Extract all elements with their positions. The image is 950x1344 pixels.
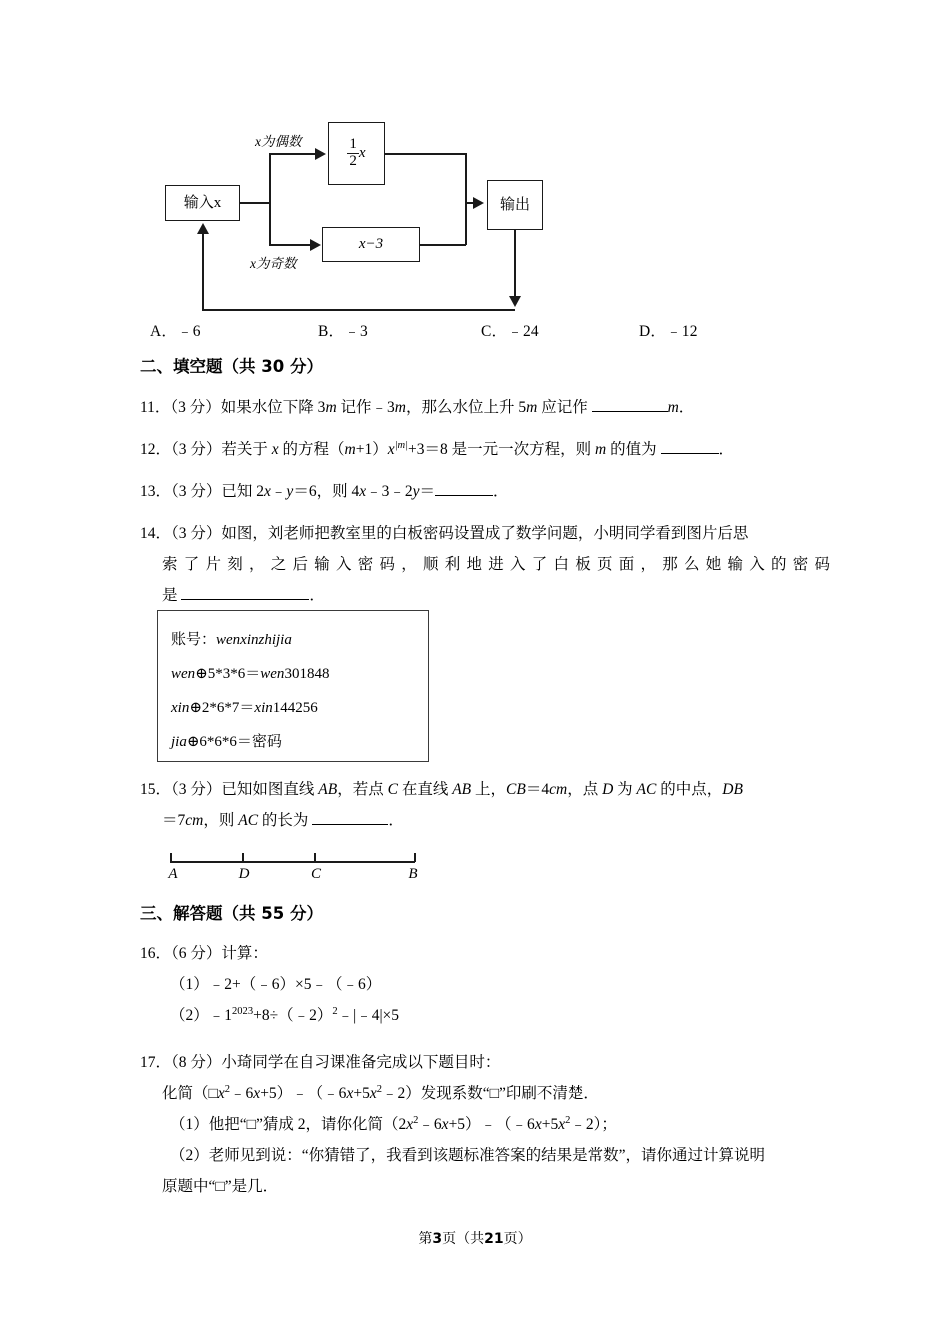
q17-l1-f: x xyxy=(346,1085,354,1102)
question-15-line-2 xyxy=(140,805,830,836)
q15-l1-j: cm xyxy=(549,781,568,798)
q11-f: m xyxy=(526,399,538,416)
q11-i: ． xyxy=(678,399,695,416)
footer-page-number: 3 xyxy=(432,1231,443,1247)
q15-l1-e: 在直线 xyxy=(397,781,453,798)
q15-l1-d: C xyxy=(387,781,398,798)
q17-l1-g: +5 xyxy=(353,1085,370,1102)
q13-b: x xyxy=(264,483,271,500)
minus-three-label: x−3 xyxy=(358,236,384,252)
question-17-item-2: （2）老师见到说：“你猜错了，我看到该题标准答案的结果是常数”，请你通过计算说明 xyxy=(170,1147,766,1164)
q17-l1-i: ﹣2）发现系数“□”印刷不清楚． xyxy=(381,1085,599,1102)
q15-l1-h: CB xyxy=(506,781,526,798)
q11-a: 11．（3 分）如果水位下降 3 xyxy=(140,399,326,416)
q17-l2-c: ﹣6 xyxy=(418,1116,442,1133)
q15-l1-o: 的中点， xyxy=(656,781,723,798)
odd-label-text: x为奇数 xyxy=(250,256,297,271)
section-3-heading: 三、解答题（共 55 分） xyxy=(140,904,323,923)
rule1-result-digits: 301848 xyxy=(284,666,330,682)
odd-branch-line xyxy=(269,244,311,246)
even-branch-arrow-icon xyxy=(315,148,326,160)
q16-exponent-1: 2023 xyxy=(232,1005,254,1017)
merge-column-line xyxy=(465,153,467,245)
footer-middle: 页（共 xyxy=(442,1231,485,1247)
q13-g: ﹣3﹣2 xyxy=(366,483,413,500)
q17-l2-h: x xyxy=(558,1116,566,1133)
split-column-line xyxy=(269,154,271,245)
footer-suffix: 页） xyxy=(503,1231,532,1247)
half-x-fraction xyxy=(347,137,359,170)
fraction-denominator: 2 xyxy=(349,153,357,169)
q17-l2-sup2: 2 xyxy=(565,1114,571,1126)
question-17-problem xyxy=(140,1078,830,1109)
question-12-line xyxy=(140,434,830,465)
odd-branch-label xyxy=(250,252,297,272)
question-11 xyxy=(140,392,830,423)
rule1-result-prefix: wen xyxy=(260,666,285,682)
q17-l1-h: x xyxy=(369,1085,377,1102)
odd-branch-arrow-icon xyxy=(310,239,321,251)
segment-tick-d xyxy=(242,853,244,862)
q16-i2-c: ﹣|﹣4|×5 xyxy=(337,1007,400,1024)
question-17-item-1 xyxy=(140,1109,830,1140)
q15-l1-n: AC xyxy=(636,781,657,798)
section-2-heading: 二、填空题（共 30 分） xyxy=(140,357,323,376)
q13-answer-blank[interactable] xyxy=(435,495,493,496)
password-account-row xyxy=(171,623,428,657)
q11-h: m xyxy=(667,399,679,416)
q12-exponent: |m| xyxy=(394,439,409,451)
option-a[interactable]: A．﹣6 xyxy=(150,323,201,340)
q17-l2-i: ﹣2）； xyxy=(570,1116,617,1133)
rule2-result-digits: 144256 xyxy=(272,700,318,716)
q16-i2-a: （2）﹣1 xyxy=(170,1007,233,1024)
password-rule-row-1 xyxy=(171,657,428,691)
q15-l2-d: AC xyxy=(238,812,259,829)
rule1-prefix: wen xyxy=(171,666,196,682)
q17-l2-e: +5）﹣（﹣6 xyxy=(448,1116,535,1133)
segment-label-d: D xyxy=(238,866,250,882)
rule2-prefix: xin xyxy=(171,700,190,716)
page-footer xyxy=(0,1228,950,1248)
q16-exponent-2: 2 xyxy=(332,1005,338,1017)
q11-e: ，那么水位上升 5 xyxy=(405,399,527,416)
question-14-line-1: 14．（3 分）如图，刘老师把教室里的白板密码设置成了数学问题，小明同学看到图片后思 xyxy=(140,525,749,542)
half-x-merge-line xyxy=(385,153,466,155)
footer-total-pages: 21 xyxy=(484,1231,504,1247)
q15-l1-f: AB xyxy=(452,781,472,798)
q15-l2-b: cm xyxy=(185,812,204,829)
q14-line3-b: ． xyxy=(309,587,325,604)
rule1-mid: 5*3*6＝ xyxy=(207,666,261,682)
question-16-item-1: （1）﹣2+（﹣6）×5﹣（﹣6） xyxy=(170,976,382,993)
rule2-result-prefix: xin xyxy=(254,700,273,716)
q15-l1-k: ，点 xyxy=(567,781,603,798)
trunk-line xyxy=(240,202,270,204)
q17-l1-c: ﹣6 xyxy=(230,1085,254,1102)
q13-f: x xyxy=(359,483,367,500)
q12-f: x xyxy=(387,441,395,458)
q12-b: x xyxy=(271,441,279,458)
segment-tick-c xyxy=(314,853,316,862)
q12-a: 12．（3 分）若关于 xyxy=(140,441,272,458)
q11-b: m xyxy=(325,399,337,416)
q13-d: y xyxy=(286,483,294,500)
segment-label-a: A xyxy=(168,866,178,882)
q15-l1-a: 15．（3 分）已知如图直线 xyxy=(140,781,319,798)
q17-l2-sup: 2 xyxy=(413,1114,419,1126)
q12-e: +1） xyxy=(355,441,388,458)
question-17-stem: 17．（8 分）小琦同学在自习课准备完成以下题目时： xyxy=(140,1054,501,1071)
q13-j: ． xyxy=(493,483,509,500)
q17-l1-sup: 2 xyxy=(224,1083,231,1095)
rule2-mid: 2*6*7＝ xyxy=(201,700,255,716)
account-value: wenxinzhijia xyxy=(216,632,292,648)
fraction-numerator: 1 xyxy=(349,136,357,153)
feedback-down-line xyxy=(514,230,516,298)
flowchart-input-box xyxy=(165,185,240,221)
segment-label-b: B xyxy=(408,866,418,882)
question-17 xyxy=(140,1047,830,1202)
segment-tick-b xyxy=(414,853,416,862)
even-branch-line xyxy=(269,153,317,155)
option-d[interactable]: D．﹣12 xyxy=(639,323,698,340)
q17-l2-d: x xyxy=(441,1116,449,1133)
q12-g: +3＝8 是一元一次方程，则 xyxy=(408,441,596,458)
question-13-line xyxy=(140,476,830,507)
q17-l1-a: 化简（□ xyxy=(162,1085,218,1102)
xor-icon-1: ⊕ xyxy=(195,666,208,682)
output-arrow-icon xyxy=(473,197,484,209)
q11-answer-blank[interactable] xyxy=(592,411,668,412)
q13-e: ＝6，则 4 xyxy=(293,483,360,500)
even-label-text: x为偶数 xyxy=(255,134,302,149)
q15-l1-g: 上， xyxy=(471,781,507,798)
question-14 xyxy=(140,518,830,611)
q15-l2-f: ． xyxy=(388,812,404,829)
q17-l1-b: x xyxy=(217,1085,225,1102)
question-11-line xyxy=(140,392,830,423)
question-12 xyxy=(140,434,830,465)
q14-answer-blank[interactable] xyxy=(181,599,309,600)
q13-c: ﹣ xyxy=(270,483,287,500)
q12-d: m xyxy=(344,441,356,458)
q15-l2-a: ＝7 xyxy=(162,812,186,829)
answer-options-row xyxy=(150,319,830,341)
xor-icon-3: ⊕ xyxy=(186,734,200,750)
q13-h: y xyxy=(412,483,420,500)
q17-l2-a: （1）他把“□”猜成 2，请你化简（2 xyxy=(170,1116,407,1133)
segment-tick-a xyxy=(170,853,172,862)
xor-icon-2: ⊕ xyxy=(189,700,202,716)
segment-diagram xyxy=(170,848,430,890)
question-16-item-2 xyxy=(140,1000,830,1031)
q11-d: m xyxy=(394,399,406,416)
footer-prefix: 第 xyxy=(418,1231,433,1247)
q13-i: ＝ xyxy=(419,483,436,500)
password-rule-row-2 xyxy=(171,691,428,725)
question-16-stem: 16．（6 分）计算： xyxy=(140,945,268,962)
feedback-up-arrow-icon xyxy=(197,223,209,234)
q12-c: 的方程（ xyxy=(278,441,345,458)
question-15-line-1 xyxy=(140,774,830,805)
rule3-mid: 6*6*6＝密码 xyxy=(199,734,282,750)
feedback-bottom-line xyxy=(202,309,515,311)
question-14-line-3 xyxy=(140,580,830,611)
account-label: 账号： xyxy=(171,632,217,648)
question-15 xyxy=(140,774,830,836)
q15-l1-m: 为 xyxy=(613,781,637,798)
q11-g: 应记作 xyxy=(537,399,592,416)
question-17-item-2-cont: 原题中“□”是几． xyxy=(162,1178,279,1195)
flowchart-input-label: 输入x xyxy=(183,194,222,211)
q15-l2-e: 的长为 xyxy=(258,812,313,829)
q13-a: 13．（3 分）已知 2 xyxy=(140,483,265,500)
q12-h: m xyxy=(595,441,607,458)
rule3-prefix: jia xyxy=(171,734,187,750)
q15-l1-c: ，若点 xyxy=(337,781,388,798)
q11-c: 记作﹣3 xyxy=(336,399,395,416)
q15-l2-c: ，则 xyxy=(203,812,239,829)
q12-j: ． xyxy=(718,441,735,458)
even-branch-label xyxy=(255,130,302,150)
q15-answer-blank[interactable] xyxy=(312,824,388,825)
question-13 xyxy=(140,476,830,507)
option-b[interactable]: B．﹣3 xyxy=(318,323,368,340)
flowchart-output-box xyxy=(487,180,543,230)
q15-l1-b: AB xyxy=(318,781,338,798)
flowchart-output-label: 输出 xyxy=(499,196,530,213)
q15-l1-p: DB xyxy=(722,781,743,798)
option-c[interactable]: C．﹣24 xyxy=(481,323,539,340)
q17-l2-b: x xyxy=(406,1116,414,1133)
q14-line3-a: 是 xyxy=(162,587,182,604)
password-puzzle-box xyxy=(157,610,429,762)
q17-l2-f: x xyxy=(534,1116,542,1133)
flowchart-figure xyxy=(150,108,580,323)
flowchart-half-x-box xyxy=(328,122,385,185)
q16-i2-b: +8÷（﹣2） xyxy=(253,1007,333,1024)
password-rule-row-3 xyxy=(171,725,428,759)
q17-l1-e: +5）﹣（﹣6 xyxy=(260,1085,347,1102)
q17-l2-g: +5 xyxy=(541,1116,559,1133)
half-x-variable: x xyxy=(358,145,366,161)
q15-l1-i: ＝4 xyxy=(525,781,550,798)
question-16 xyxy=(140,938,830,1031)
q12-i: 的值为 xyxy=(606,441,661,458)
q17-l1-d: x xyxy=(253,1085,261,1102)
question-14-line-2: 索了片刻，之后输入密码，顺利地进入了白板页面，那么她输入的密码 xyxy=(162,556,830,573)
q17-l1-sup2: 2 xyxy=(376,1083,382,1095)
feedback-up-line xyxy=(202,233,204,310)
q15-l1-l: D xyxy=(602,781,614,798)
feedback-down-arrow-icon xyxy=(509,296,521,307)
flowchart-minus-three-box xyxy=(322,227,420,262)
segment-baseline xyxy=(170,861,415,863)
minus-three-merge-line xyxy=(420,244,466,246)
segment-label-c: C xyxy=(310,866,322,882)
q12-answer-blank[interactable] xyxy=(661,453,719,454)
